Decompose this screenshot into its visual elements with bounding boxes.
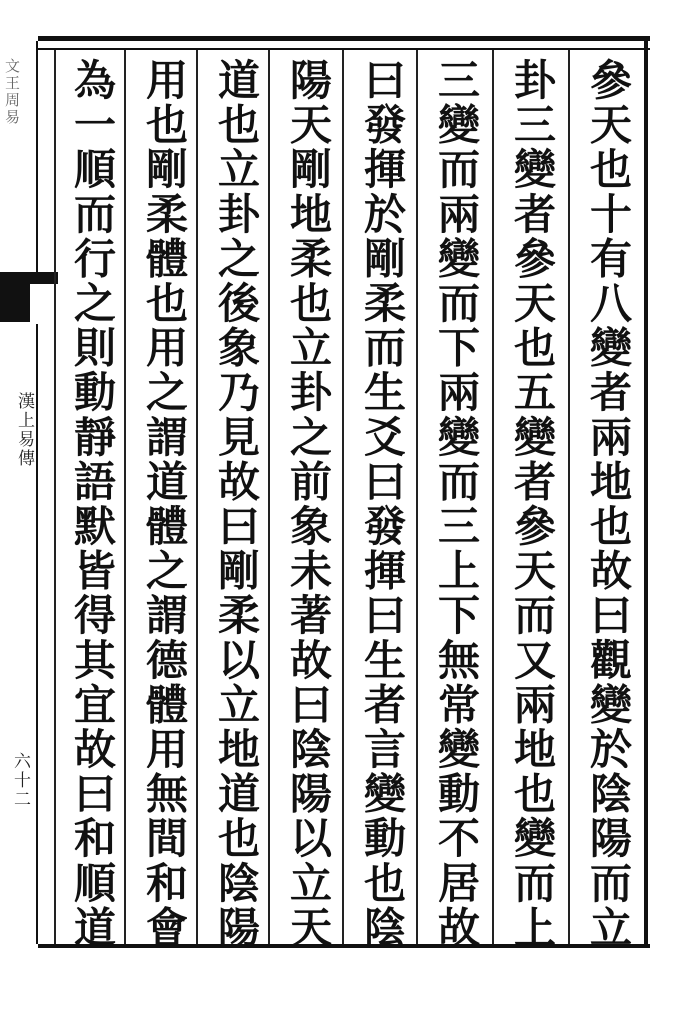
bottom-border-rule [38, 944, 650, 948]
column-text: 曰發揮於剛柔而生爻曰發揮曰生者言變動也陰 [358, 58, 407, 950]
column-text: 為一順而行之則動靜語默皆得其宜故曰和順道 [68, 58, 117, 950]
text-column-5 [272, 50, 344, 950]
column-divider [54, 50, 56, 944]
text-column-4 [346, 50, 418, 950]
text-column-1 [572, 50, 644, 950]
column-text: 參天也十有八變者兩地也故曰觀變於陰陽而立 [584, 58, 633, 950]
right-border-rule [644, 36, 648, 948]
column-divider [492, 50, 494, 944]
column-divider [568, 50, 570, 944]
column-text: 三變而兩變而下兩變而三上下無常變動不居故 [432, 58, 481, 950]
margin-page-number: 六十二 [10, 752, 30, 809]
text-column-8 [56, 50, 128, 950]
margin-top-text: 文王周易 [3, 58, 21, 126]
fish-tail-mark [0, 272, 58, 322]
column-text: 卦三變者參天也五變者參天而又兩地也變而上 [508, 58, 557, 950]
column-text: 用也剛柔體也用之謂道體之謂德體用無間和會 [140, 58, 189, 950]
text-column-3 [420, 50, 492, 950]
text-column-6 [200, 50, 272, 950]
text-column-2 [496, 50, 568, 950]
column-text: 陽天剛地柔也立卦之前象未著故曰陰陽以立天 [284, 58, 333, 950]
text-column-7 [128, 50, 200, 950]
top-border-rule [38, 36, 650, 41]
column-text: 道也立卦之後象乃見故曰剛柔以立地道也陰陽 [212, 58, 261, 950]
margin-book-title: 漢上易傳 [14, 392, 34, 468]
